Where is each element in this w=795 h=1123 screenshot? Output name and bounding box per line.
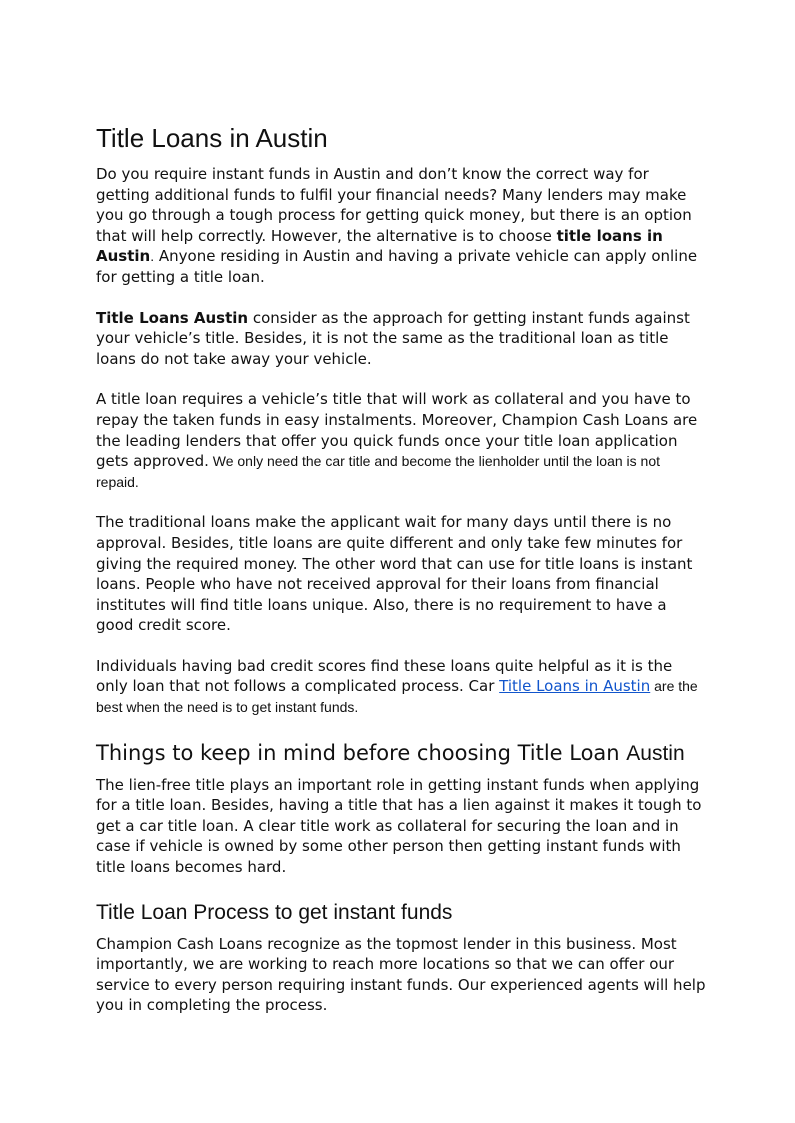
collateral-paragraph xyxy=(96,389,706,492)
intro-paragraph xyxy=(96,164,706,288)
intro-period: . xyxy=(150,248,155,265)
title-loans-austin-link[interactable]: Title Loans in Austin xyxy=(499,677,651,696)
definition-text: consider as the approach for getting instant funds against your vehicle’s title. Besides, it is not the same as the traditional loan as title loans do not take away your vehicle. xyxy=(96,308,690,368)
document-page xyxy=(96,120,706,1016)
collateral-text: A title loan requires a vehicle’s title that will work as collateral and you have to repay the taken funds in easy instalments. Moreover, Champion Cash Loans are the leading lenders that offer you quick funds once your title loan application gets approved. xyxy=(96,390,698,471)
collateral-text-alt: We only need the car title and become the lienholder until the loan is not repaid. xyxy=(96,453,660,490)
traditional-loans-paragraph: The traditional loans make the applicant wait for many days until there is no approval. Besides, title loans are quite different and only take few minutes for giving the required money. The other word that can use for title loans is instant loans. People who have not received approval for their loans from financial institutes will find title loans unique. Also, there is no requirement to have a good credit score. xyxy=(96,513,693,635)
section-heading-main: Things to keep in mind before choosing Title Loan xyxy=(96,740,627,765)
section-heading-tail: Austin xyxy=(626,741,685,765)
definition-paragraph xyxy=(96,308,706,370)
bad-credit-text: Individuals having bad credit scores find these loans quite helpful as it is the only loan that not follows a complicated process. Car xyxy=(96,656,673,696)
lien-free-paragraph: The lien-free title plays an important role in getting instant funds when applying for a title loan. Besides, having a title that has a lien against it makes it tough to get a car title loan. A clear title work as collateral for securing the loan and in case if vehicle is owned by some other person then getting instant funds with title loans becomes hard. xyxy=(96,775,702,877)
intro-bold-keyword: title loans in Austin xyxy=(96,226,663,266)
definition-bold-keyword: Title Loans Austin xyxy=(96,308,249,327)
intro-text: Do you require instant funds in Austin and don’t know the correct way for getting additional funds to fulfil your financial needs? Many lenders may make you go through a tough process for getting quick money, but there is an option that will help correctly. However, the alternative is to choose xyxy=(96,165,692,245)
process-paragraph: Champion Cash Loans recognize as the topmost lender in this business. Most importantly, we are working to reach more locations so that we can offer our service to every person requiring instant funds. Our experienced agents will help you in completing the process. xyxy=(96,934,706,1015)
intro-text-end: Anyone residing in Austin and having a private vehicle can apply online for getting a title loan. xyxy=(96,247,698,286)
page-title: Title Loans in Austin xyxy=(96,123,328,153)
section-heading-process: Title Loan Process to get instant funds xyxy=(96,900,453,924)
bad-credit-text-alt: are the best when the need is to get instant funds. xyxy=(96,678,698,716)
bad-credit-paragraph xyxy=(96,656,706,718)
section-heading-things-to-keep-in-mind xyxy=(96,738,706,769)
